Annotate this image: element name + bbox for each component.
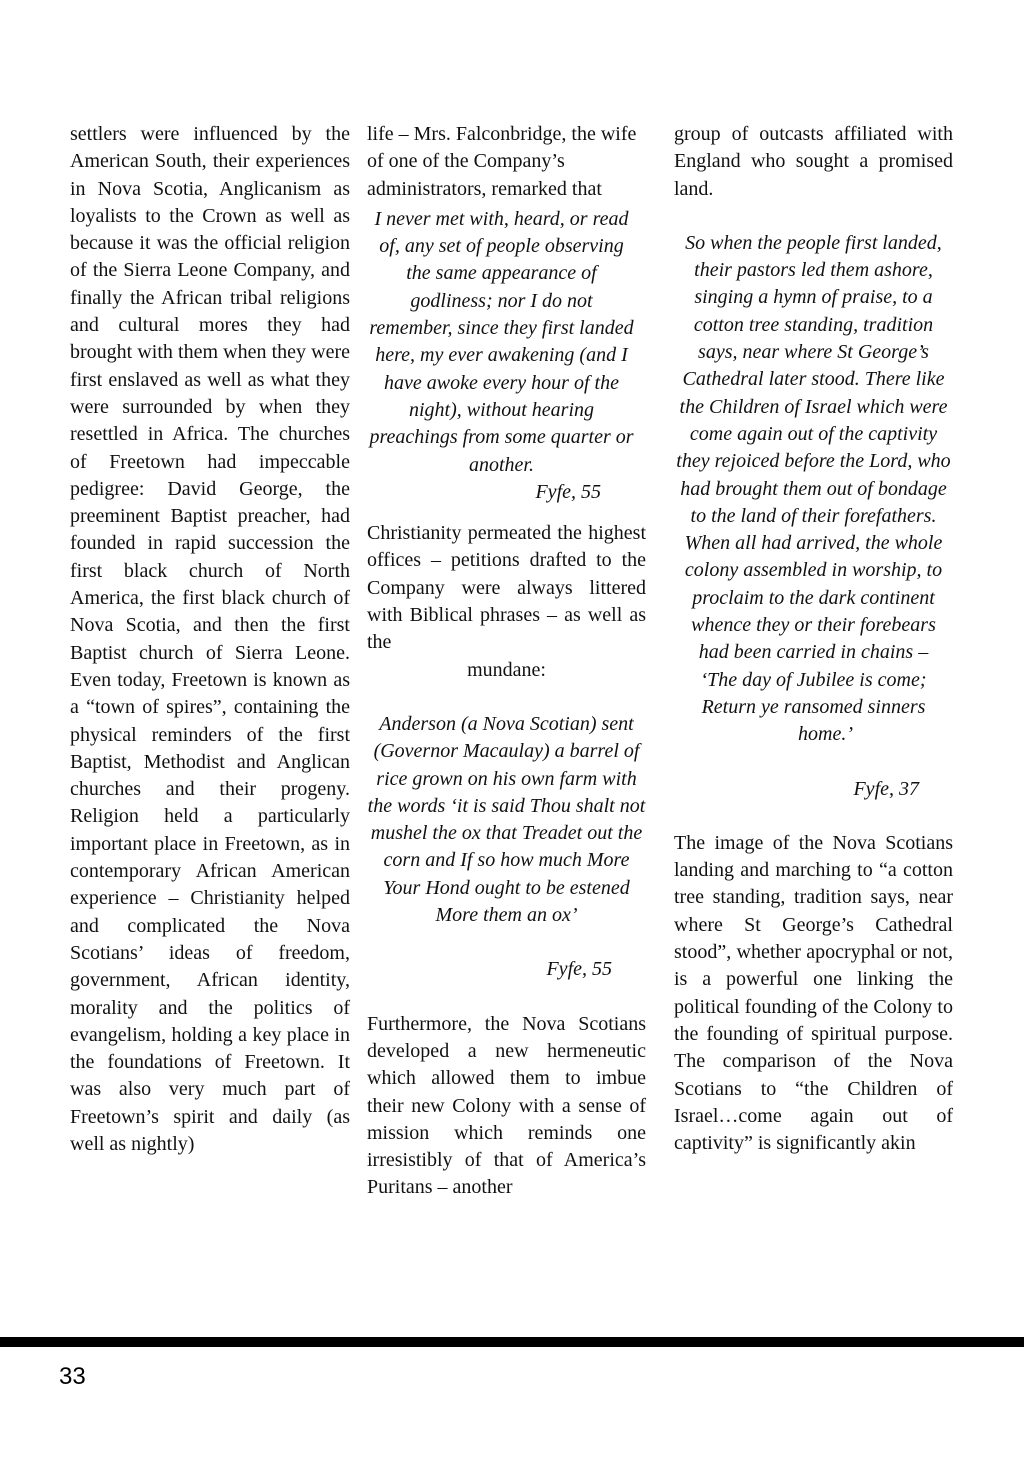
body-paragraph: group of outcasts affiliated with England who sought a promised land. <box>674 123 953 200</box>
body-paragraph-end: mundane: <box>467 658 546 681</box>
body-paragraph: Furthermore, the Nova Scotians developed a new hermeneutic which allowed them to imbue their new Colony with a sense of mission which reminds one irresistibly of that of America’s Puritans – another <box>367 1012 646 1199</box>
text-column-2 <box>367 121 646 1202</box>
hymn-line: Return ye ransomed sinners <box>701 695 926 718</box>
page-number: 33 <box>59 1363 86 1390</box>
block-quote: I never met with, heard, or read of, any set of people observing the same appearance of godliness; nor I do not remember, since they first landed here, my ever awakening (and I have awoke every hour of the night), without hearing preachings from some quarter or another. <box>369 207 634 476</box>
block-quote: So when the people first landed, their pastors led them ashore, singing a hymn of praise, to a cotton tree standing, tradition says, near where St George’s Cathedral later stood. There like the Children of Israel which were come again out of the captivity they rejoiced before the Lord, who had brought them out of bondage to the land of their forefathers. When all had arrived, the whole colony assembled in worship, to proclaim to the dark continent whence they or their forebears had been carried in chains – <box>676 231 951 664</box>
body-paragraph: The image of the Nova Scotians landing and marching to “a cotton tree standing, tradition says, near where St George’s Cathedral stood”, whether apocryphal or not, is a powerful one linking the political founding of the Colony to the founding of spiritual purpose. The comparison of the Nova Scotians to “the Children of Israel…come again out of captivity” is significantly akin <box>674 831 953 1155</box>
quote-citation: Fyfe, 55 <box>535 480 601 503</box>
quote-citation: Fyfe, 55 <box>546 958 612 981</box>
body-paragraph: Christianity permeated the highest offices – petitions drafted to the Company were always littered with Biblical phrases – as well as the <box>367 522 646 654</box>
hymn-line: home.’ <box>798 723 853 746</box>
body-paragraph: settlers were influenced by the American South, their experiences in Nova Scotia, Anglicanism as loyalists to the Crown as well as because it was the official religion of the Sierra Leone Company, and finally the African tribal religions and cultural mores they had brought with them when they were first enslaved as well as what they were surrounded by when they resettled in Africa. The churches of Freetown had impeccable pedigree: David George, the preeminent Baptist preacher, had founded in rapid succession the first black church of North America, the first black church of Nova Scotia, and then the first Baptist church of Sierra Leone. Even today, Freetown is known as a “town of spires”, containing the physical reminders of the first Baptist, Methodist and Anglican churches and their progeny. Religion held a particularly important place in Freetown, as in contemporary African American experience – Christianity helped and complicated the Nova Scotians’ ideas of freedom, government, African identity, morality and the politics of evangelism, holding a key place in the foundations of Freetown. It was also very much part of Freetown’s spirit and daily (as well as nightly) <box>70 123 350 1155</box>
footer-rule <box>0 1337 1024 1347</box>
text-column-3 <box>674 121 953 1157</box>
body-paragraph: life – Mrs. Falconbridge, the wife of one of the Company’s administrators, remarked that <box>367 123 637 200</box>
quote-citation: Fyfe, 37 <box>853 777 919 800</box>
text-column-1 <box>70 121 350 1158</box>
block-quote: Anderson (a Nova Scotian) sent (Governor Macaulay) a barrel of rice grown on his own farm with the words ‘it is said Thou shalt not mushel the ox that Treadet out the corn and If so how much More Your Hond ought to be estened More them an ox’ <box>367 712 646 927</box>
hymn-line: ‘The day of Jubilee is come; <box>700 668 927 691</box>
